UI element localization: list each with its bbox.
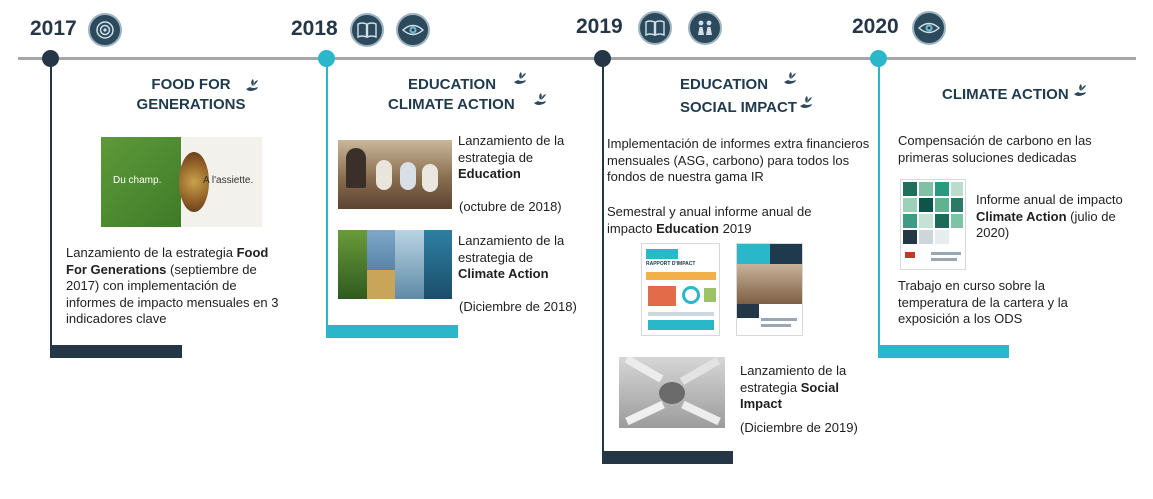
text-2019-item-pre: Lanzamiento de la estrategia	[740, 363, 847, 395]
text-2019-para2-post: 2019	[718, 220, 752, 236]
food-for-generations-image	[101, 137, 262, 227]
text-2019-item-bold: Social Impact	[740, 379, 839, 411]
text-2019-para2	[607, 204, 847, 237]
timeline-dot-2019	[594, 50, 611, 67]
text-2019-item	[740, 363, 865, 413]
timeline-bar-2017	[50, 345, 182, 358]
date-2018-item1: (octubre de 2018)	[459, 199, 562, 214]
timeline-bar-2019	[602, 451, 733, 464]
eye-icon	[396, 13, 430, 47]
date-2019-item: (Diciembre de 2019)	[740, 420, 858, 435]
text-2018-item1-pre: Lanzamiento de la estrategia de	[458, 133, 565, 165]
text-2019-para2-pre: Semestral y anual informe anual de impacto	[607, 204, 812, 236]
timeline-dot-2018	[318, 50, 335, 67]
year-2020: 2020	[852, 15, 899, 38]
hand-plant-icon	[531, 91, 549, 109]
climate-action-image	[338, 230, 452, 299]
impact-report-page-image	[641, 243, 720, 336]
image-caption-left: Du champ.	[113, 175, 162, 186]
target-icon	[88, 13, 122, 47]
heading-2017-line1: FOOD FOR	[151, 76, 231, 93]
hand-plant-icon	[797, 94, 815, 112]
people-icon	[688, 11, 722, 45]
climate-report-cover-image	[900, 179, 966, 270]
heading-2017-line2: GENERATIONS	[136, 96, 246, 113]
timeline-bar-2018	[326, 325, 458, 338]
social-impact-hands-image	[619, 357, 725, 428]
hand-plant-icon	[781, 70, 799, 88]
text-2018-item2	[458, 233, 583, 283]
text-2020-para2: Trabajo en curso sobre la temperatura de la cartera y la exposición a los ODS	[898, 278, 1068, 326]
eye-icon	[912, 11, 946, 45]
text-2020-item	[976, 192, 1126, 242]
education-children-image	[338, 140, 452, 209]
text-2020-item-post: (julio de 2020)	[976, 208, 1116, 240]
text-2018-item2-bold: Climate Action	[458, 266, 549, 281]
book-icon	[638, 11, 672, 45]
text-2020-item-bold: Climate Action	[976, 208, 1067, 224]
text-2018-item1-bold: Education	[458, 166, 521, 181]
heading-2017	[136, 75, 246, 115]
year-2018: 2018	[291, 17, 338, 40]
text-2019-para1: Implementación de informes extra financieros mensuales (ASG, carbono) para todos los fondos de nuestra gama IR	[607, 136, 870, 184]
text-2017-pre: Lanzamiento de la estrategia	[66, 245, 237, 260]
heading-2018	[388, 75, 518, 115]
heading-2019-line1: EDUCATION	[680, 76, 769, 93]
hand-plant-icon	[511, 70, 529, 88]
timeline-bar-2020	[878, 345, 1009, 358]
heading-2018-line1: EDUCATION	[408, 76, 497, 93]
text-2020-item-pre: Informe anual de impacto	[976, 192, 1123, 207]
text-2017-bold: Food For Generations	[66, 245, 269, 277]
education-report-cover-image	[736, 243, 803, 336]
timeline-branch-2017	[50, 66, 52, 352]
year-2019: 2019	[576, 15, 623, 38]
text-2018-item2-pre: Lanzamiento de la estrategia de	[458, 233, 565, 265]
heading-2020: CLIMATE ACTION	[942, 86, 1069, 103]
date-2018-item2: (Diciembre de 2018)	[459, 299, 577, 314]
text-2017-post: (septiembre de 2017) con implementación de informes de impacto mensuales en 3 indicadores clave	[66, 261, 279, 326]
text-2018-item1	[458, 133, 583, 183]
timeline-axis	[18, 57, 1136, 60]
year-2017: 2017	[30, 17, 77, 40]
heading-2018-line2: CLIMATE ACTION	[388, 96, 515, 113]
hand-plant-icon	[1071, 82, 1089, 100]
hand-plant-icon	[243, 77, 261, 95]
text-2017	[66, 245, 281, 328]
timeline-branch-2018	[326, 66, 328, 336]
image-caption-right: A l'assiette.	[203, 175, 254, 186]
timeline-dot-2017	[42, 50, 59, 67]
timeline-branch-2020	[878, 66, 880, 351]
text-2020-para1: Compensación de carbono en las primeras soluciones dedicadas	[898, 133, 1092, 165]
text-2019-para2-bold: Education	[656, 220, 719, 236]
heading-2019-line2: SOCIAL IMPACT	[680, 99, 797, 116]
book-icon	[350, 13, 384, 47]
timeline-branch-2019	[602, 66, 604, 458]
report-title: RAPPORT D'IMPACT	[646, 261, 696, 267]
timeline-dot-2020	[870, 50, 887, 67]
